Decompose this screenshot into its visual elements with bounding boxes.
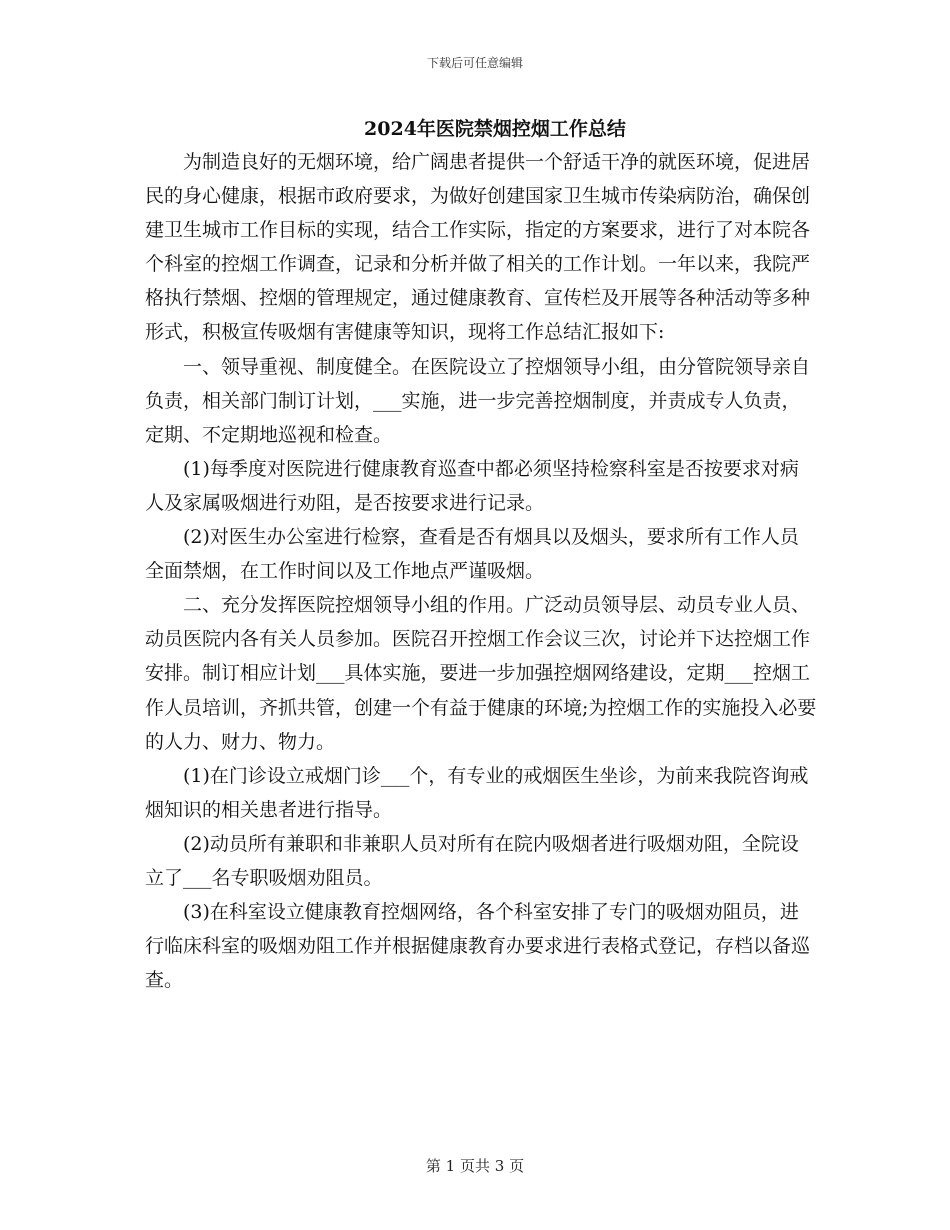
- section-2-paragraph: 二、充分发挥医院控烟领导小组的作用。广泛动员领导层、动员专业人员、动员医院内各有关人员参加。医院召开控烟工作会议三次，讨论并下达控烟工作安排。制订相应计划___具体实施，要进一步加强控烟网络建设，定期___控烟工作人员培训，齐抓共管，创建一个有益于健康的环境;为控烟工作的实施投入必要的人力、财力、物力。: [145, 594, 817, 753]
- header-note: 下载后可任意编辑: [426, 56, 523, 70]
- page-number-footer: 第 1 页共 3 页: [425, 1157, 525, 1175]
- section-1-item-1: (1)每季度对医院进行健康教育巡查中都必须坚持检察科室是否按要求对病人及家属吸烟进行劝阻，是否按要求进行记录。: [145, 457, 799, 514]
- section-2-item-1: (1)在门诊设立戒烟门诊___个，有专业的戒烟医生坐诊，为前来我院咨询戒烟知识的相关患者进行指导。: [145, 764, 809, 821]
- section-2-item-2: (2)动员所有兼职和非兼职人员对所有在院内吸烟者进行吸烟劝阻，全院设立了___名专职吸烟劝阻员。: [145, 832, 799, 889]
- document-body: [145, 145, 817, 997]
- section-1-paragraph: 一、领导重视、制度健全。在医院设立了控烟领导小组，由分管院领导亲自负责，相关部门制订计划，___实施，进一步完善控烟制度，并责成专人负责，定期、不定期地巡视和检查。: [145, 355, 811, 446]
- section-1-item-2: (2)对医生办公室进行检察，查看是否有烟具以及烟头，要求所有工作人员全面禁烟，在工作时间以及工作地点严谨吸烟。: [145, 526, 799, 583]
- document-title: 2024年医院禁烟控烟工作总结: [364, 118, 626, 140]
- intro-paragraph: 为制造良好的无烟环境，给广阔患者提供一个舒适干净的就医环境，促进居民的身心健康，根据市政府要求，为做好创建国家卫生城市传染病防治，确保创建卫生城市工作目标的实现，结合工作实际，指定的方案要求，进行了对本院各个科室的控烟工作调查，记录和分析并做了相关的工作计划。一年以来，我院严格执行禁烟、控烟的管理规定，通过健康教育、宣传栏及开展等各种活动等多种形式，积极宣传吸烟有害健康等知识，现将工作总结汇报如下:: [145, 151, 811, 344]
- section-2-item-3: (3)在科室设立健康教育控烟网络，各个科室安排了专门的吸烟劝阻员，进行临床科室的吸烟劝阻工作并根据健康教育办要求进行表格式登记，存档以备巡查。: [145, 901, 811, 992]
